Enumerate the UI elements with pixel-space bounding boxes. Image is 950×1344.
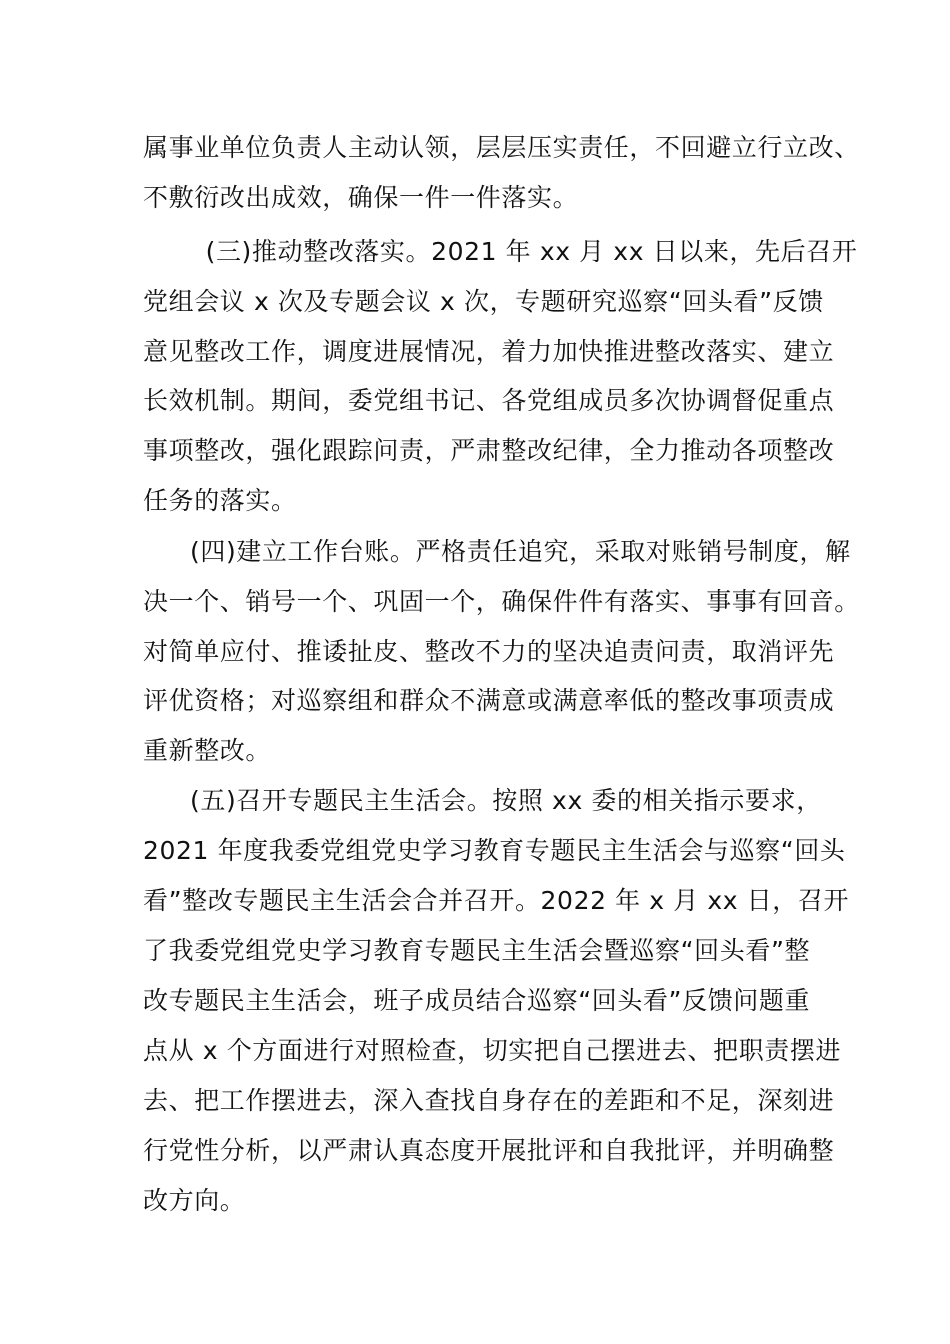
text-line: 了我委党组党史学习教育专题民主生活会暨巡察“回头看”整	[143, 936, 811, 965]
text-line: 属事业单位负责人主动认领，层层压实责任，不回避立行立改、	[143, 133, 860, 162]
text-line: 对简单应付、推诿扯皮、整改不力的坚决追责问责，取消评先	[143, 637, 835, 666]
text-line: 行党性分析，以严肃认真态度开展批评和自我批评，并明确整	[143, 1136, 835, 1165]
text-line: 点从 x 个方面进行对照检查，切实把自己摆进去、把职责摆进	[143, 1036, 842, 1065]
text-line: 评优资格；对巡察组和群众不满意或满意率低的整改事项责成	[143, 686, 835, 715]
text-line: 党组会议 x 次及专题会议 x 次，专题研究巡察“回头看”反馈	[143, 287, 824, 316]
text-line: 意见整改工作，调度进展情况，着力加快推进整改落实、建立	[143, 337, 835, 366]
text-line: 去、把工作摆进去，深入查找自身存在的差距和不足，深刻进	[143, 1086, 835, 1115]
text-line: 看”整改专题民主生活会合并召开。2022 年 x 月 xx 日，召开	[143, 886, 850, 915]
text-line: 改方向。	[143, 1186, 246, 1215]
text-line: 改专题民主生活会，班子成员结合巡察“回头看”反馈问题重	[143, 986, 811, 1015]
text-line: 长效机制。期间，委党组书记、各党组成员多次协调督促重点	[143, 386, 835, 415]
section-4-heading-line: (四)建立工作台账。严格责任追究，采取对账销号制度，解	[190, 537, 851, 566]
text-line: 不敷衍改出成效，确保一件一件落实。	[143, 183, 579, 212]
text-line: 2021 年度我委党组党史学习教育专题民主生活会与巡察“回头	[143, 836, 846, 865]
section-3-heading-line: (三)推动整改落实。2021 年 xx 月 xx 日以来，先后召开	[180, 237, 858, 266]
section-5-heading-line: (五)召开专题民主生活会。按照 xx 委的相关指示要求，	[190, 786, 822, 815]
text-line: 任务的落实。	[143, 486, 297, 515]
text-line: 重新整改。	[143, 736, 272, 765]
text-line: 决一个、销号一个、巩固一个，确保件件有落实、事事有回音。	[143, 587, 860, 616]
text-line: 事项整改，强化跟踪问责，严肃整改纪律，全力推动各项整改	[143, 436, 835, 465]
